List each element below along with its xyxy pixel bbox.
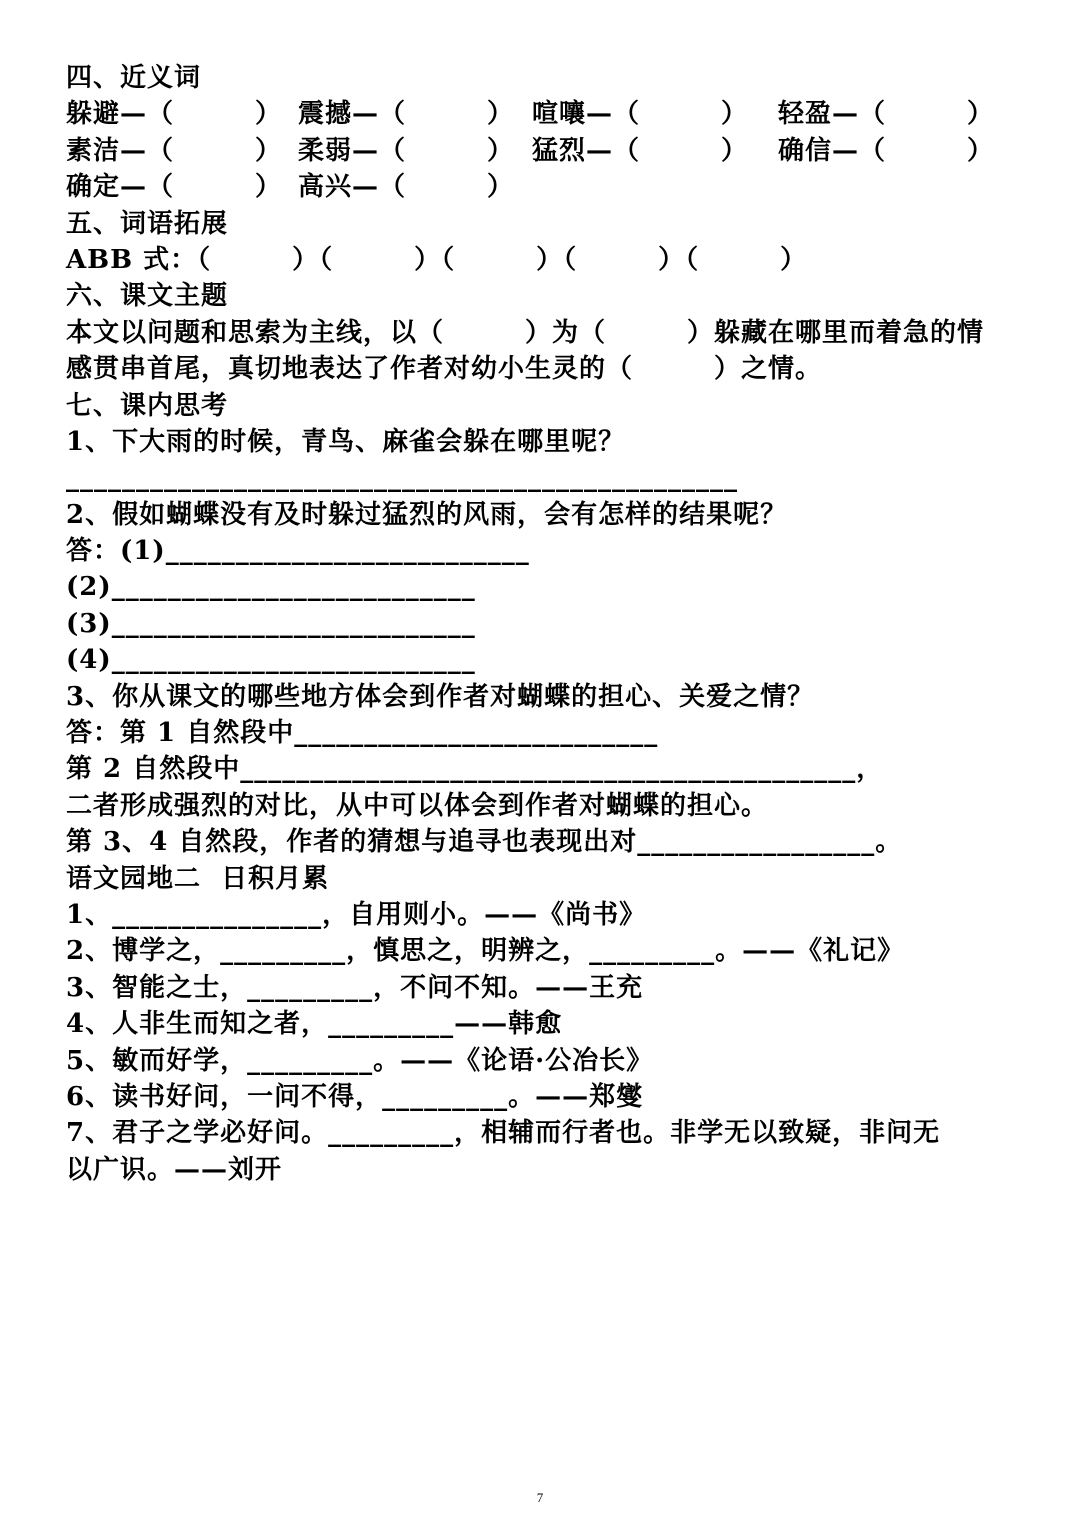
quote-item: 4、人非生而知之者，_________——韩愈 [66, 1009, 563, 1040]
section-heading-theme: 六、课文主题 [66, 281, 229, 312]
answer-line: (2)__________________________ [66, 572, 476, 603]
answer-line: (4)__________________________ [66, 645, 476, 676]
synonym-item: 确信—（ ） [778, 135, 995, 166]
synonym-item: 躲避—（ ） [66, 99, 283, 130]
synonym-item: 柔弱—（ ） [298, 135, 515, 166]
worksheet-page [66, 60, 1026, 1188]
theme-line: 本文以问题和思索为主线，以（ ）为（ ）躲藏在哪里而着急的情 [66, 317, 985, 348]
section-heading-garden: 语文园地二 日积月累 [66, 863, 330, 894]
abb-pattern-line: ABB 式：（ ）（ ）（ ）（ ）（ ） [66, 244, 808, 275]
question-1: 1、下大雨的时候，青鸟、麻雀会躲在哪里呢？ [66, 426, 626, 457]
answer-line: 第 3、4 自然段，作者的猜想与追寻也表现出对_________________。 [66, 827, 903, 858]
synonym-item: 素洁—（ ） [66, 135, 283, 166]
answer-line: 第 2 自然段中____________________________________________， [66, 754, 884, 785]
synonym-row [66, 96, 1026, 132]
quote-item: 6、读书好问，一问不得，_________。——郑燮 [66, 1081, 644, 1112]
answer-blank: ________________________________________________ [66, 463, 738, 494]
synonym-row [66, 133, 1026, 169]
answer-line: 答：(1)__________________________ [66, 536, 530, 567]
synonym-item: 确定—（ ） [66, 172, 283, 203]
synonym-item: 震撼—（ ） [298, 99, 515, 130]
section-heading-word-expansion: 五、词语拓展 [66, 208, 229, 239]
question-2: 2、假如蝴蝶没有及时躲过猛烈的风雨，会有怎样的结果呢？ [66, 499, 788, 530]
quote-item: 2、博学之，_________，慎思之，明辨之，_________。——《礼记》 [66, 936, 905, 967]
quote-item: 1、_______________，自用则小。——《尚书》 [66, 899, 647, 930]
theme-line: 感贯串首尾，真切地表达了作者对幼小生灵的（ ）之情。 [66, 354, 823, 385]
synonym-row [66, 169, 1026, 205]
quote-item: 7、君子之学必好问。_________，相辅而行者也。非学无以致疑，非问无 [66, 1118, 941, 1149]
question-3: 3、你从课文的哪些地方体会到作者对蝴蝶的担心、关爱之情？ [66, 681, 815, 712]
quote-item: 3、智能之士，_________，不问不知。——王充 [66, 972, 644, 1003]
quote-item: 以广识。——刘开 [66, 1154, 283, 1185]
synonym-item: 喧嚷—（ ） [532, 99, 749, 130]
quote-item: 5、敏而好学，_________。——《论语·公冶长》 [66, 1045, 654, 1076]
synonym-item: 猛烈—（ ） [532, 135, 749, 166]
section-heading-synonyms: 四、近义词 [66, 63, 202, 93]
section-heading-reflection: 七、课内思考 [66, 390, 229, 421]
synonym-item: 高兴—（ ） [298, 172, 515, 203]
page-number: 7 [536, 1490, 544, 1505]
answer-line: (3)__________________________ [66, 608, 476, 639]
answer-line: 二者形成强烈的对比，从中可以体会到作者对蝴蝶的担心。 [66, 790, 769, 821]
synonym-item: 轻盈—（ ） [778, 99, 995, 130]
answer-line: 答：第 1 自然段中__________________________ [66, 718, 659, 749]
